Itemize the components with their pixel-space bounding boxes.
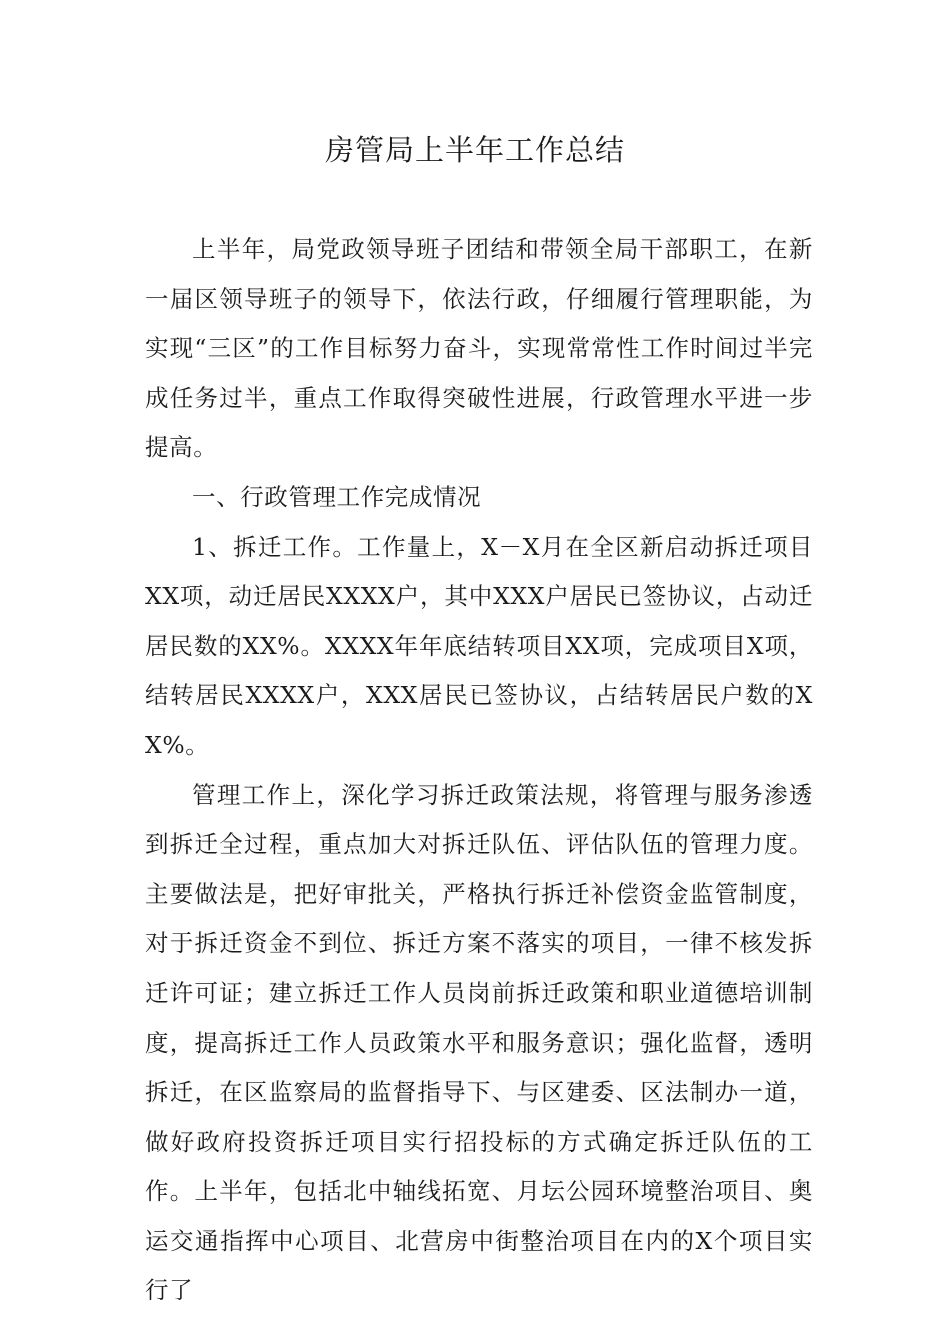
document-body [145, 225, 813, 1316]
management-paragraph: 管理工作上，深化学习拆迁政策法规，将管理与服务渗透到拆迁全过程，重点加大对拆迁队伍、评估队伍的管理力度。主要做法是，把好审批关，严格执行拆迁补偿资金监管制度，对于拆迁资金不到位、拆迁方案不落实的项目，一律不核发拆迁许可证；建立拆迁工作人员岗前拆迁政策和职业道德培训制度，提高拆迁工作人员政策水平和服务意识；强化监督，透明拆迁，在区监察局的监督指导下、与区建委、区法制办一道，做好政府投资拆迁项目实行招投标的方式确定拆迁队伍的工作。上半年，包括北中轴线拓宽、月坛公园环境整治项目、奥运交通指挥中心项目、北营房中街整治项目在内的X个项目实行了 [145, 780, 813, 1305]
document-title: 房管局上半年工作总结 [324, 133, 625, 167]
intro-paragraph: 上半年，局党政领导班子团结和带领全局干部职工，在新一届区领导班子的领导下，依法行政，仔细履行管理职能，为实现“三区”的工作目标努力奋斗，实现常常性工作时间过半完成任务过半，重点工作取得突破性进展，行政管理水平进一步提高。 [145, 235, 813, 462]
demolition-paragraph: 1、拆迁工作。工作量上，X－X月在全区新启动拆迁项目XX项，动迁居民XXXX户，其中XXX户居民已签协议，占动迁居民数的XX%。XXXX年年底结转项目XX项，完成项目X项，结转居民XXXX户，XXX居民已签协议，占结转居民户数的XX%。 [145, 532, 813, 759]
section-heading: 一、行政管理工作完成情况 [192, 482, 482, 511]
